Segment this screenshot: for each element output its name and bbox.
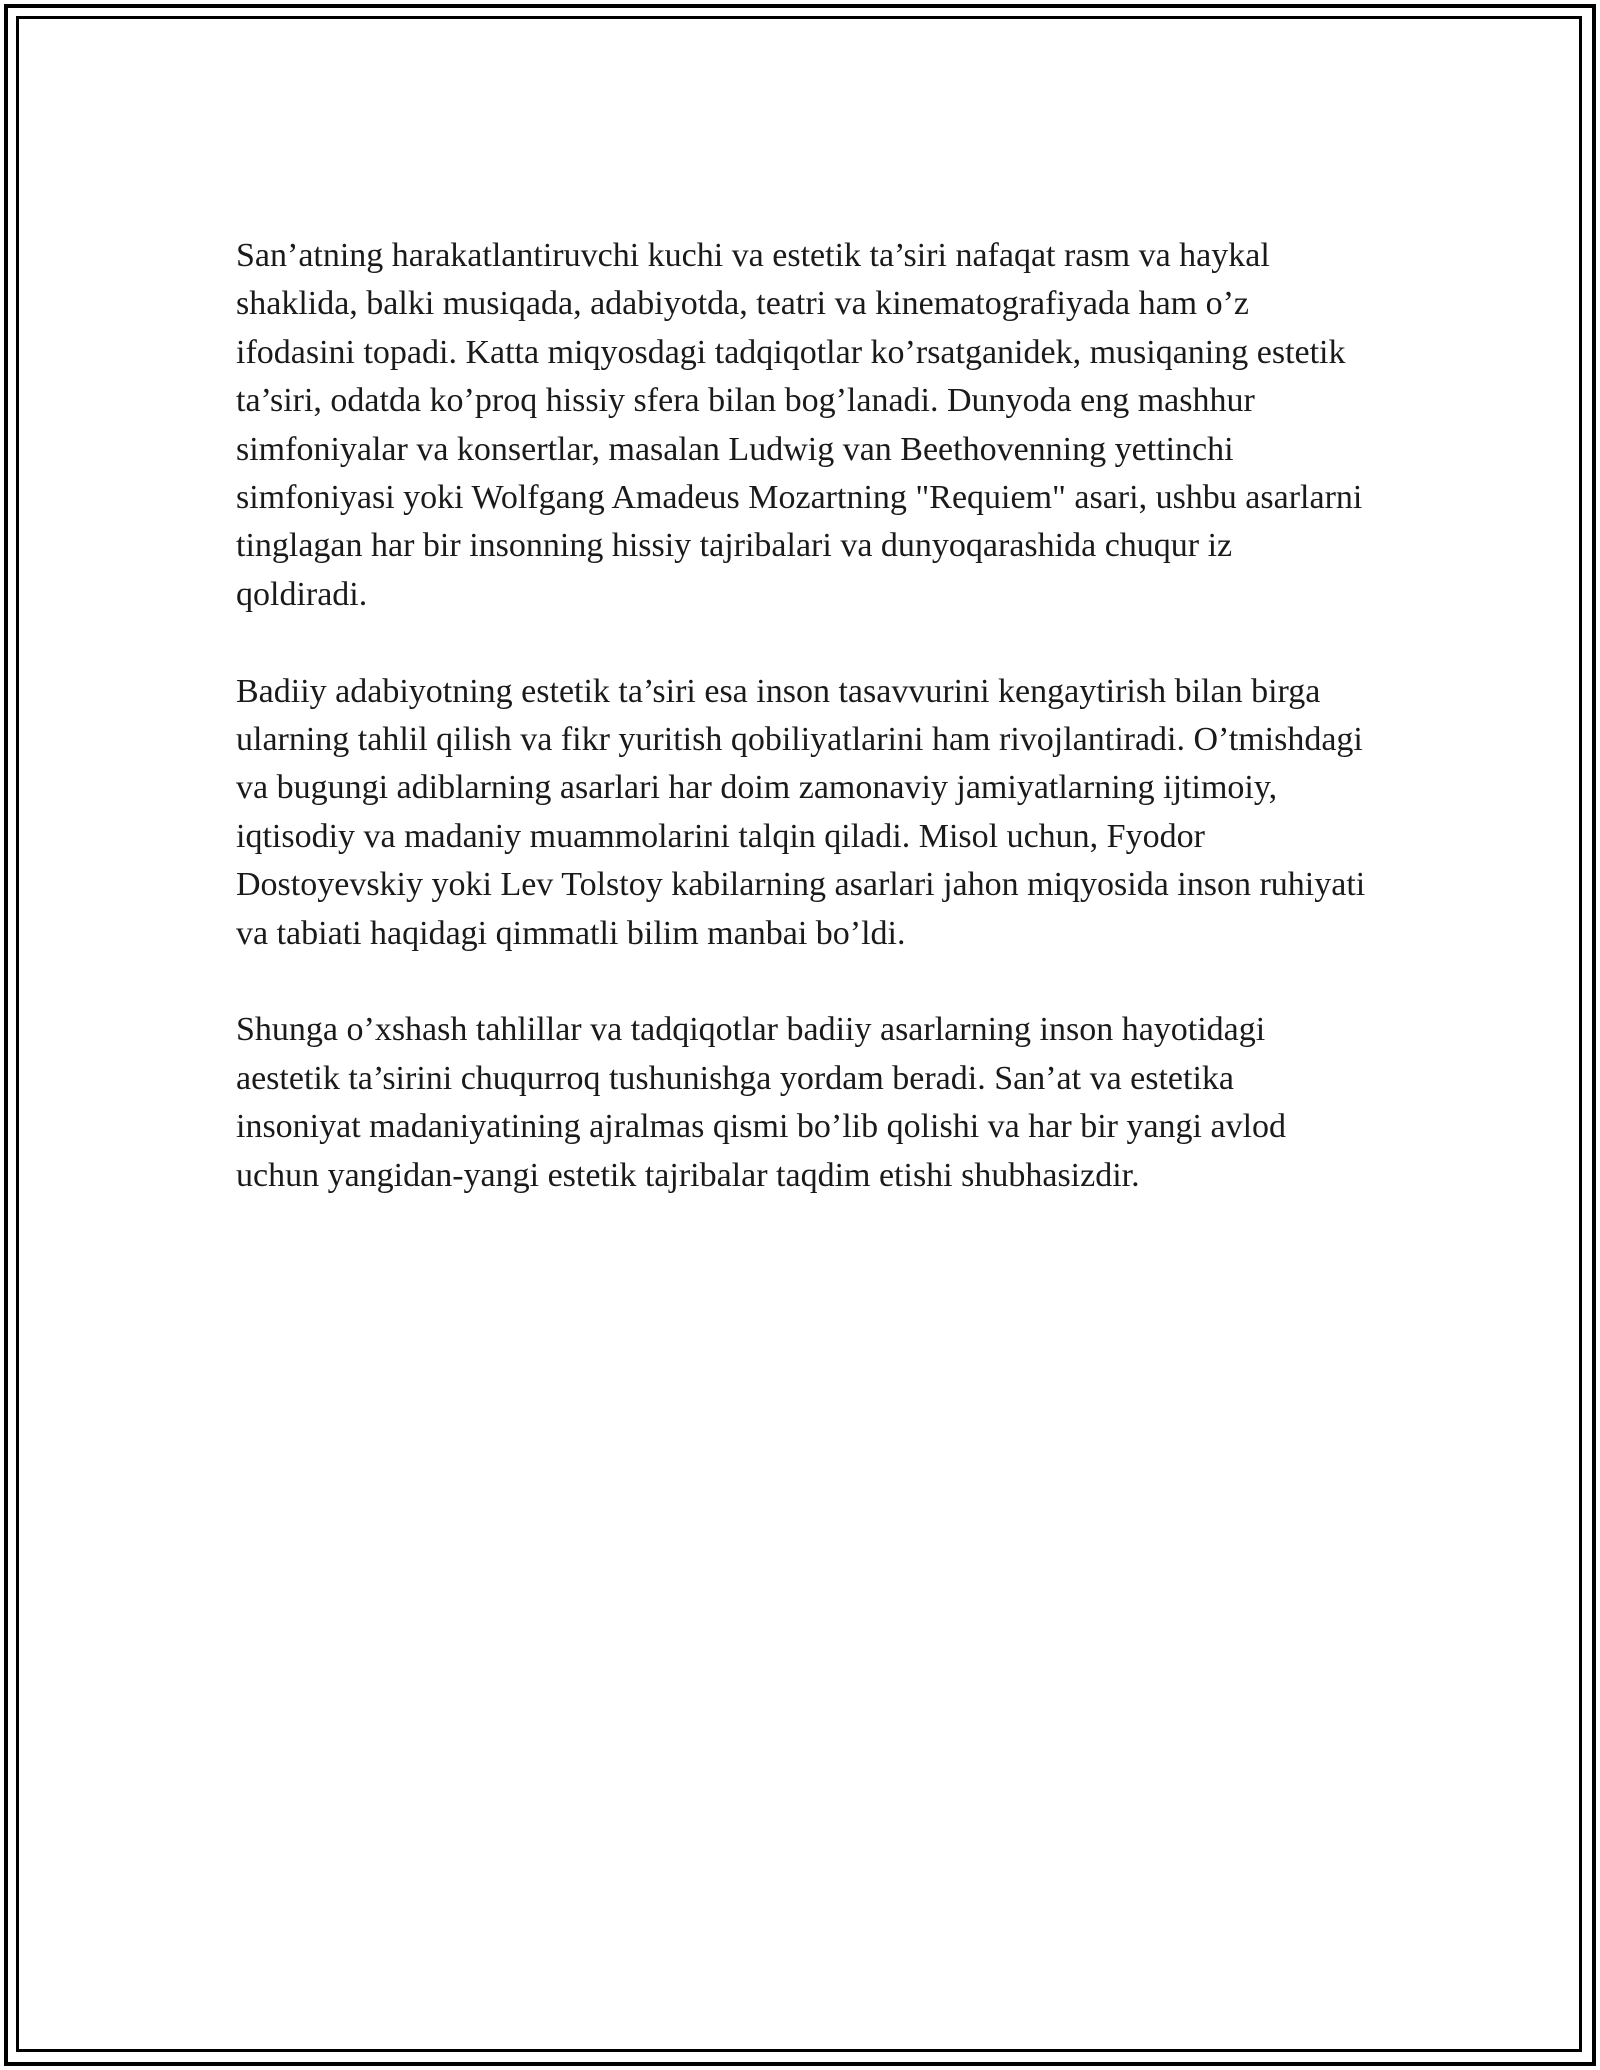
paragraph-2: Badiiy adabiyotning estetik ta’siri esa inson tasavvurini kengaytirish bilan birga ularning tahlil qilish va fikr yuritish qobiliyatlarini ham rivojlantiradi. O’tmishdagi va bugungi adiblarning asarlari har doim zamonaviy jamiyatlarning ijtimoiy, iqtisodiy va madaniy muammolarini talqin qiladi. Misol uchun, Fyodor Dostoyevskiy yoki Lev Tolstoy kabilarning asarlari jahon miqyosida inson ruhiyati va tabiati haqidagi qimmatli bilim manbai bo’ldi.	[236, 672, 1366, 952]
document-body	[236, 232, 1366, 1248]
paragraph-1: San’atning harakatlantiruvchi kuchi va estetik ta’siri nafaqat rasm va haykal shaklida, balki musiqada, adabiyotda, teatri va kinematografiyada ham o’z ifodasini topadi. Katta miqyosdagi tadqiqotlar ko’rsatganidek, musiqaning estetik ta’siri, odatda ko’proq hissiy sfera bilan bog’lanadi. Dunyoda eng mashhur simfoniyalar va konsertlar, masalan Ludwig van Beethovenning yettinchi simfoniyasi yoki Wolfgang Amadeus Mozartning "Requiem" asari, ushbu asarlarni tinglagan har bir insonning hissiy tajribalari va dunyoqarashida chuqur iz qoldiradi.	[236, 237, 1363, 613]
paragraph-3: Shunga o’xshash tahlillar va tadqiqotlar badiiy asarlarning inson hayotidagi aestetik ta’sirini chuqurroq tushunishga yordam beradi. San’at va estetika insoniyat madaniyatining ajralmas qismi bo’lib qolishi va har bir yangi avlod uchun yangidan-yangi estetik tajribalar taqdim etishi shubhasizdir.	[236, 1011, 1287, 1194]
